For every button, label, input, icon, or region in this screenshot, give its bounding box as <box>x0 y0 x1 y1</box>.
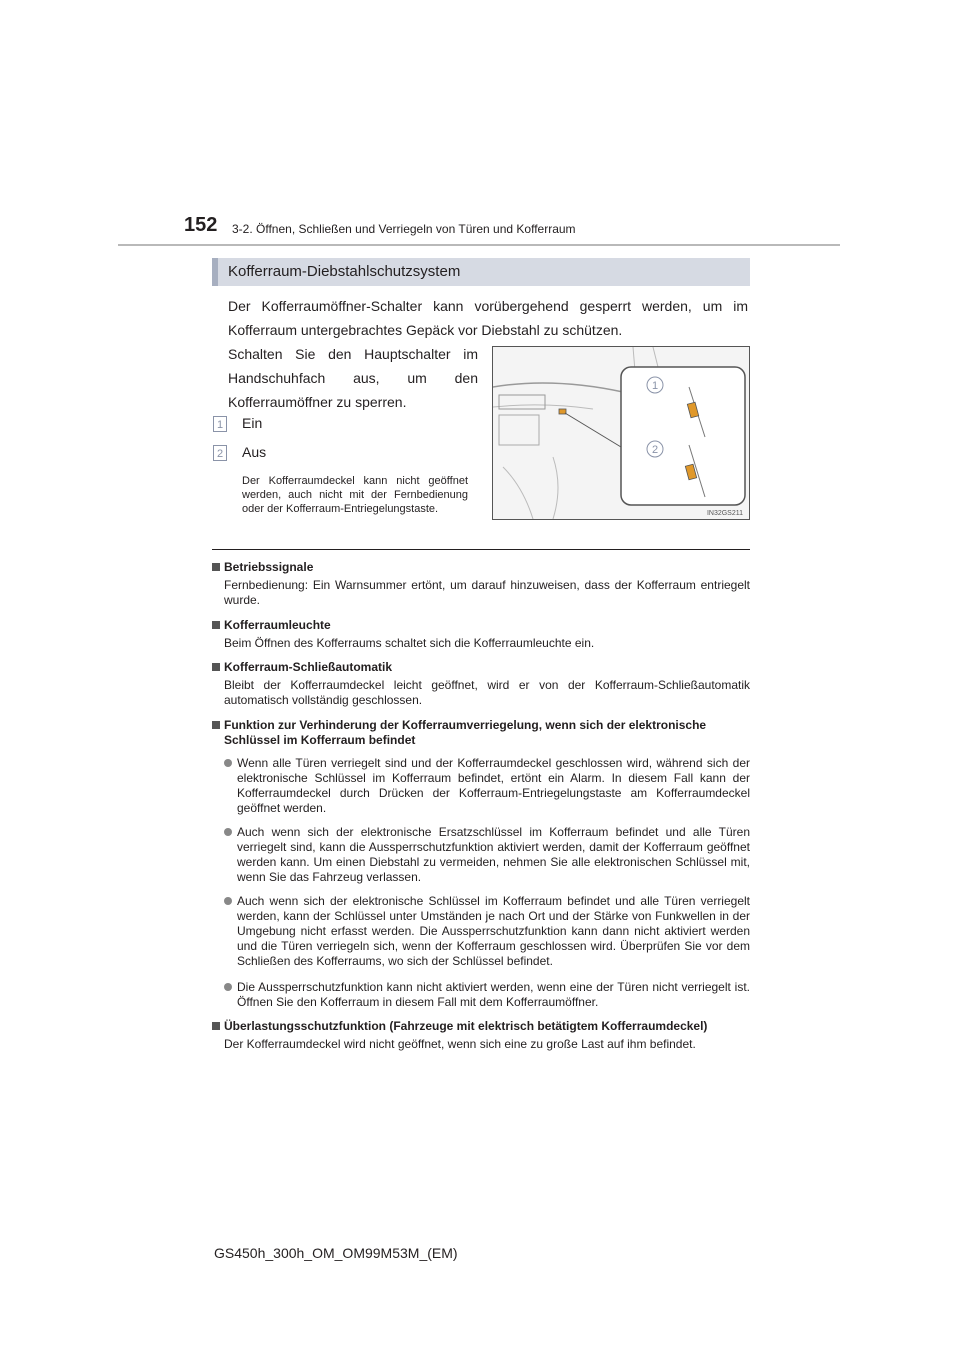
note-auto-close <box>212 660 750 708</box>
section-title: Kofferraum-Diebstahlschutzsystem <box>228 263 461 280</box>
note-title: Überlastungsschutzfunktion (Fahrzeuge mit elektrisch betätigtem Kofferraumdeckel) <box>224 1019 708 1033</box>
section-divider <box>212 549 750 550</box>
bullet-text: Auch wenn sich der elektronische Schlüssel im Kofferraum befindet und alle Türen verriegelt werden, kann der Schlüssel unter Umständen je nach Ort und der Stärke von Funkwellen in der Umgebung nicht erfasst werden. Die Aussperrschutzfunktion kann dann nicht aktiviert werden und die Türen verriegeln sich, wenn der Kofferraum geschlossen wird. Überprüfen Sie vor dem Schließen des Kofferraums, wo sich der Schlüssel befindet. <box>237 894 750 968</box>
note-text: Der Kofferraumdeckel wird nicht geöffnet, wenn sich eine zu große Last auf ihm befindet. <box>224 1037 696 1051</box>
glovebox-illustration <box>492 346 750 520</box>
bullet-item <box>224 894 750 969</box>
chapter-title: 3-2. Öffnen, Schließen und Verriegeln von Türen und Kofferraum <box>232 222 576 236</box>
bullet-text: Die Aussperrschutzfunktion kann nicht aktiviert werden, wenn eine der Türen nicht verriegelt ist. Öffnen Sie den Kofferraum in diesem Fall mit dem Kofferraumöffner. <box>237 980 750 1009</box>
item-label-on: Ein <box>242 415 263 431</box>
bullet-text: Auch wenn sich der elektronische Ersatzschlüssel im Kofferraum befindet und alle Türen verriegelt sind, kann die Aussperrschutzfunktion aktiviert werden, damit der Kofferraum geöffnet werden kann. Um einen Diebstahl zu vermeiden, nehmen Sie alle elektronischen Schlüssel mit, wenn Sie das Fahrzeug verlassen. <box>237 825 750 884</box>
note-text: Bleibt der Kofferraumdeckel leicht geöffnet, wird er von der Kofferraum-Schließautomatik automatisch vollständig geschlossen. <box>224 678 750 707</box>
note-title: Kofferraumleuchte <box>224 618 331 632</box>
page-number: 152 <box>184 214 218 236</box>
square-bullet-icon <box>212 663 220 671</box>
note-trunk-light <box>212 618 750 651</box>
figure-code: IN32GS211 <box>706 510 743 517</box>
bullet-item <box>224 980 750 1010</box>
bullet-item <box>224 756 750 816</box>
item-number-2-icon: 2 <box>213 445 227 461</box>
note-title: Kofferraum-Schließautomatik <box>224 660 393 674</box>
bullet-item <box>224 825 750 885</box>
square-bullet-icon <box>212 621 220 629</box>
note-lockout-prevention <box>212 718 750 748</box>
bullet-text: Wenn alle Türen verriegelt sind und der Kofferraumdeckel geschlossen wird, während sich der elektronische Schlüssel im Kofferraum befindet, ertönt ein Alarm. In diesem Fall kann der Kofferraumdeckel durch Drücken der Kofferraum-Entriegelungstaste am Kofferraumdeckel geöffnet werden. <box>237 756 750 815</box>
header-rule <box>118 244 840 246</box>
square-bullet-icon <box>212 563 220 571</box>
round-bullet-icon <box>224 897 232 905</box>
note-text: Fernbedienung: Ein Warnsummer ertönt, um darauf hinzuweisen, dass der Kofferraum entriegelt wurde. <box>224 578 750 607</box>
round-bullet-icon <box>224 759 232 767</box>
item-note: Der Kofferraumdeckel kann nicht geöffnet werden, auch nicht mit der Fernbedienung oder der Kofferraum-Entriegelungstaste. <box>242 475 468 515</box>
footer-code: GS450h_300h_OM_OM99M53M_(EM) <box>214 1245 458 1261</box>
instruction-paragraph: Schalten Sie den Hauptschalter im Handschuhfach aus, um den Kofferraumöffner zu sperren. <box>228 346 478 410</box>
square-bullet-icon <box>212 1022 220 1030</box>
round-bullet-icon <box>224 828 232 836</box>
callout-2: 2 <box>651 444 659 456</box>
glovebox-drawing <box>493 347 749 519</box>
round-bullet-icon <box>224 983 232 991</box>
intro-paragraph: Der Kofferraumöffner-Schalter kann vorübergehend gesperrt werden, um im Kofferraum untergebrachtes Gepäck vor Diebstahl zu schützen. <box>228 298 748 338</box>
note-operation-signals <box>212 560 750 608</box>
note-title: Betriebssignale <box>224 560 314 574</box>
note-text: Beim Öffnen des Kofferraums schaltet sich die Kofferraumleuchte ein. <box>224 636 595 650</box>
item-label-off: Aus <box>242 444 267 460</box>
section-title-bar <box>212 258 750 286</box>
item-number-1-icon: 1 <box>213 416 227 432</box>
callout-1: 1 <box>651 380 659 392</box>
note-title: Funktion zur Verhinderung der Kofferraumverriegelung, wenn sich der elektronische Schlüssel im Kofferraum befindet <box>224 718 707 747</box>
note-overload-protection <box>212 1019 750 1052</box>
square-bullet-icon <box>212 721 220 729</box>
